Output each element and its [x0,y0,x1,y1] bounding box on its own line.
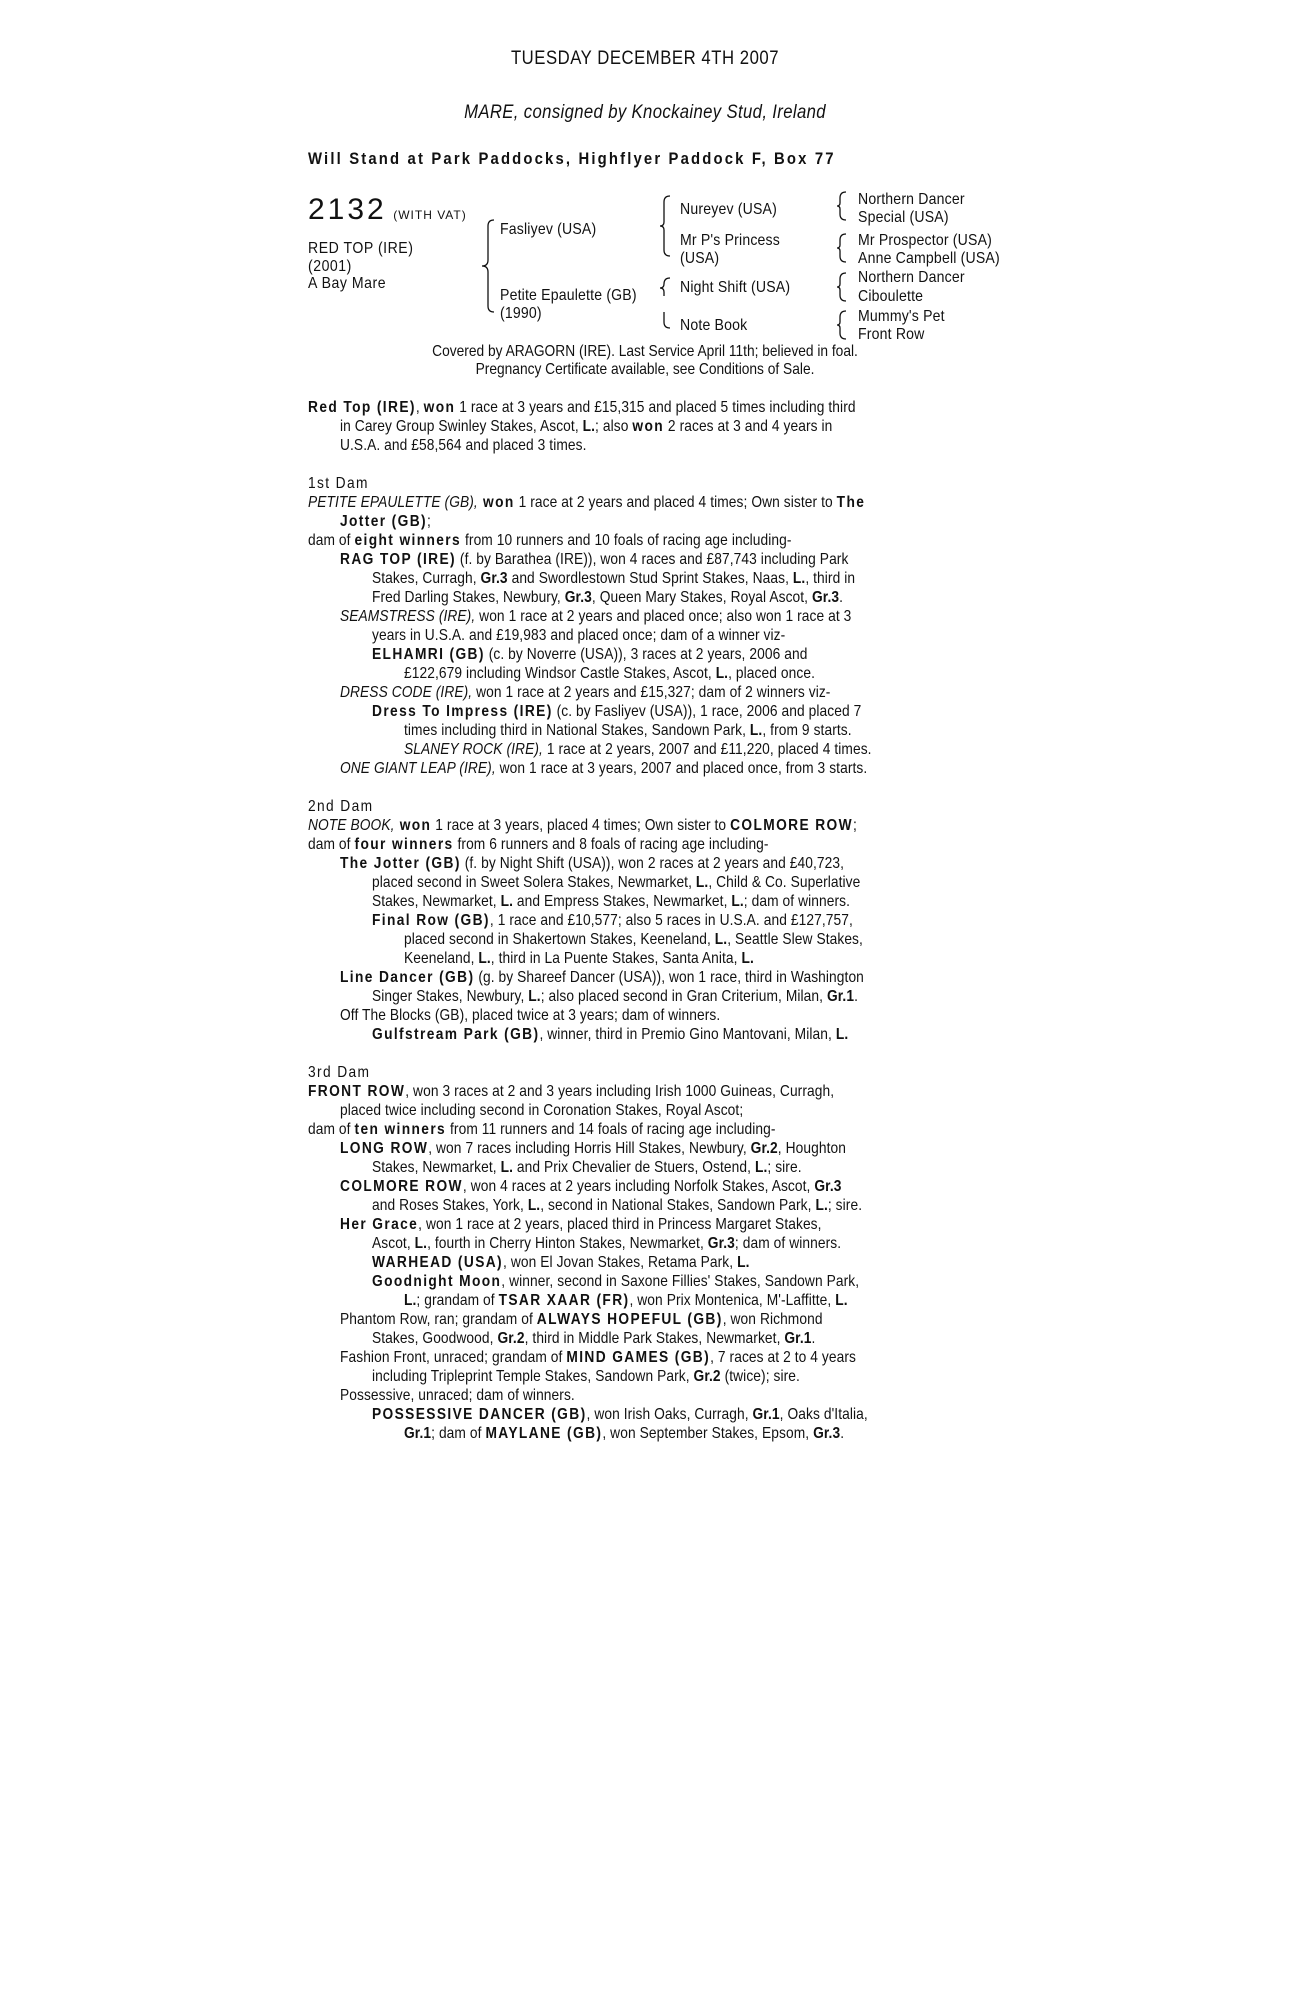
horse-description: A Bay Mare [308,275,387,292]
consignor-line: MARE, consigned by Knockainey Stud, Ireland [464,102,826,123]
third-dam-line-1 [308,1083,834,1101]
ped-gen3-sd: Special (USA) [858,209,949,226]
text: won 1 race at 2 years and £15,327; dam of 2 winners viz- [472,684,831,701]
dam-name: PETITE EPAULETTE (GB), [308,494,478,511]
third-dam-line-6 [340,1178,842,1196]
sale-date: TUESDAY DECEMBER 4TH 2007 [510,48,780,69]
bold-text: COLMORE ROW [340,1178,463,1195]
third-dam-line-5 [372,1159,802,1177]
group-mark: Gr.1 [784,1330,812,1347]
text: placed second in Sweet Solera Stakes, Newmarket, [372,874,696,891]
third-dam-line-17: Possessive, unraced; dam of winners. [340,1387,575,1404]
italic-name: DRESS CODE (IRE), [340,684,473,701]
won-bold: won [423,399,456,416]
third-dam-heading: 3rd Dam [308,1064,371,1081]
text: , 7 races at 2 to 4 years [710,1349,857,1366]
ped-gen3-5: Northern Dancer [858,269,965,286]
text: 2 races at 3 and 4 years in [664,418,833,435]
first-dam-line-3 [308,532,792,550]
text: , third in La Puente Stakes, Santa Anita, [490,950,742,967]
won-bold: won [477,494,515,511]
text: Stakes, Newmarket, [372,893,501,910]
listed-mark: L. [478,950,491,967]
brace-gen3-1 [837,192,846,220]
bold-text: ELHAMRI (GB) [372,646,485,663]
text: dam of [308,532,355,549]
first-dam-line-6 [372,589,843,607]
bold-text: Goodnight Moon [372,1273,502,1290]
group-mark: Gr.2 [497,1330,525,1347]
third-dam-line-10 [372,1254,749,1272]
listed-mark: L. [792,570,806,587]
brace-gen2-lower-bottom [664,312,670,328]
bold-text: Jotter (GB) [340,513,427,530]
listed-mark: L. [815,1197,828,1214]
winners-count: ten winners [354,1121,447,1138]
text: and Prix Chevalier de Stuers, Ostend, [512,1159,755,1176]
second-dam-line-3 [340,855,844,873]
text: ; sire. [767,1159,802,1176]
covered-note [90,343,1199,378]
text: , won September Stakes, Epsom, [602,1425,814,1442]
text: from 6 runners and 8 foals of racing age including- [453,836,769,853]
bold-text: Gulfstream Park (GB) [372,1026,540,1043]
listed-mark: L. [695,874,709,891]
text: Stakes, Newmarket, [372,1159,501,1176]
first-dam-line-9 [372,646,807,664]
third-dam-line-8 [340,1216,822,1234]
text: , won Prix Montenica, M'-Laffitte, [629,1292,836,1309]
group-mark: Gr.3 [812,589,840,606]
text: , from 9 starts. [762,722,852,739]
text: , won Irish Oaks, Curragh, [586,1406,753,1423]
second-dam-line-12 [372,1026,848,1044]
bold-text: POSSESSIVE DANCER (GB) [372,1406,587,1423]
covered-line-2: Pregnancy Certificate available, see Conditions of Sale. [475,360,815,378]
ped-sire: Fasliyev (USA) [500,221,597,238]
text: Singer Stakes, Newbury, [372,988,529,1005]
text: , Queen Mary Stakes, Royal Ascot, [591,589,813,606]
third-dam-line-19 [404,1425,844,1443]
second-dam-line-6 [372,912,853,930]
listed-mark: L. [715,665,729,682]
intro-line-2 [340,418,832,436]
bold-text: TSAR XAAR (FR) [498,1292,630,1309]
bold-text: MIND GAMES (GB) [566,1349,711,1366]
brace-gen3-4 [837,311,846,339]
third-dam-line-15 [340,1349,856,1367]
italic-name: SEAMSTRESS (IRE), [340,608,476,625]
listed-mark: L. [527,1197,541,1214]
group-mark: Gr.3 [480,570,508,587]
second-dam-line-8 [404,950,754,968]
text: won 1 race at 3 years, 2007 and placed once, from 3 starts. [495,760,868,777]
first-dam-line-14 [404,741,872,759]
first-dam-line-10 [404,665,815,683]
text: ; dam of [431,1425,486,1442]
second-dam-line-2 [308,836,769,854]
third-dam-line-2: placed twice including second in Coronation Stakes, Royal Ascot; [340,1102,744,1119]
brace-gen3-3 [837,273,846,301]
winners-count: eight winners [354,532,462,549]
text: , Houghton [777,1140,846,1157]
text: , 1 race and £10,577; also 5 races in U.S.A. and £127,757, [489,912,853,929]
text: ; sire. [827,1197,863,1214]
text: . [811,1330,816,1347]
text: £122,679 including Windsor Castle Stakes, Ascot, [404,665,716,682]
bold-text: MAYLANE (GB) [485,1425,603,1442]
bold-text: LONG ROW [340,1140,429,1157]
text: dam of [308,836,355,853]
listed-mark: L. [414,1235,428,1252]
ped-gen3-dd: Anne Campbell (USA) [858,250,1000,267]
listed-mark: L. [714,931,728,948]
won-bold: won [632,418,665,435]
listed-mark: L. [754,1159,768,1176]
ped-gen3-ds: Mr Prospector (USA) [858,232,993,249]
second-dam-line-9 [340,969,864,987]
ped-dam [500,287,637,322]
text: ; dam of winners. [743,893,851,910]
first-dam-line-5 [372,570,855,588]
text: Keeneland, [404,950,479,967]
winners-count: four winners [354,836,454,853]
text: won 1 race at 2 years and placed once; also won 1 race at 3 [475,608,852,625]
first-dam-heading: 1st Dam [308,475,369,492]
text: . [839,589,844,606]
listed-mark: L. [528,988,541,1005]
ped-gen3-ss: Northern Dancer [858,191,965,208]
bold-text: Final Row (GB) [372,912,490,929]
text: , won Richmond [722,1311,823,1328]
text: (f. by Barathea (IRE)), won 4 races and £87,743 including Park [456,551,849,568]
second-dam-line-4 [372,874,860,892]
won-bold: won [394,817,432,834]
group-mark: Gr.1 [826,988,855,1005]
listed-mark: L. [500,1159,513,1176]
text: from 10 runners and 10 foals of racing age including- [461,532,792,549]
text: ; grandam of [416,1292,499,1309]
ped-gen3-6: Ciboulette [858,288,924,305]
bold-text: COLMORE ROW [730,817,853,834]
second-dam-heading: 2nd Dam [308,798,374,815]
third-dam-line-9 [372,1235,841,1253]
text: 1 race at 3 years and £15,315 and placed 5 times including third [455,399,856,416]
text: dam of [308,1121,355,1138]
group-mark: Gr.3 [564,589,592,606]
text: ; dam of winners. [734,1235,842,1252]
text: , won 4 races at 2 years including Norfolk Stakes, Ascot, [462,1178,815,1195]
listed-mark: L. [741,950,754,967]
ped-dam-year: (1990) [500,304,542,322]
text: Fred Darling Stakes, Newbury, [372,589,565,606]
text: 1 race at 2 years and placed 4 times; Own sister to [514,494,837,511]
second-dam-line-10 [372,988,858,1006]
bold-text: ALWAYS HOPEFUL (GB) [536,1311,723,1328]
first-dam-line-13 [404,722,852,740]
ped-sire-sire: Nureyev (USA) [680,201,777,218]
covered-line-1: Covered by ARAGORN (IRE). Last Service April 11th; believed in foal. [432,343,858,360]
ped-sire-dam-1: Mr P's Princess [680,232,780,249]
bold-text: The Jotter (GB) [340,855,461,872]
listed-mark: L. [582,418,596,435]
third-dam-line-3 [308,1121,776,1139]
first-dam-line-2 [340,513,431,531]
text: ; also placed second in Gran Criterium, Milan, [540,988,827,1005]
text: 1 race at 3 years, placed 4 times; Own sister to [431,817,731,834]
first-dam-line-8: years in U.S.A. and £19,983 and placed once; dam of a winner viz- [372,627,786,644]
text: (c. by Noverre (USA)), 3 races at 2 years, 2006 and [484,646,808,663]
brace-gen2-lower-top [660,278,670,296]
pedigree-braces [0,0,1290,340]
text: (f. by Night Shift (USA)), won 2 races at 2 years and £40,723, [460,855,845,872]
bold-text: Dress To Impress (IRE) [372,703,553,720]
first-dam-line-7 [340,608,851,626]
brace-gen2-upper [660,196,670,256]
text: ; [426,513,431,530]
third-dam-line-7 [372,1197,862,1215]
intro-line-3: U.S.A. and £58,564 and placed 3 times. [340,437,587,454]
first-dam-line-12 [372,703,861,721]
text: , Oaks d'Italia, [779,1406,868,1423]
second-dam-line-1 [308,817,857,835]
horse-year: (2001) [308,257,352,275]
third-dam-line-14 [372,1330,815,1348]
text: . [840,1425,845,1442]
text: and Swordlestown Stud Sprint Stakes, Naas, [507,570,793,587]
first-dam-line-15 [340,760,867,778]
text: (c. by Fasliyev (USA)), 1 race, 2006 and placed 7 [552,703,862,720]
text: (twice); sire. [720,1368,800,1385]
text: , [415,399,424,416]
ped-dam-sire: Night Shift (USA) [680,279,791,296]
lot-number-value: 2132 [308,193,387,226]
text: , won 3 races at 2 and 3 years including Irish 1000 Guineas, Curragh, [405,1083,835,1100]
text: ; also [595,418,633,435]
third-dam-line-12 [404,1292,848,1310]
third-dam-line-16 [372,1368,800,1386]
italic-name: SLANEY ROCK (IRE), [404,741,543,758]
text: Phantom Row, ran; grandam of [340,1311,537,1328]
ped-gen3-8: Front Row [858,326,925,343]
ped-sire-dam [680,232,780,267]
text: (g. by Shareef Dancer (USA)), won 1 race, third in Washington [474,969,864,986]
group-mark: Gr.1 [404,1425,432,1442]
first-dam-line-4 [340,551,848,569]
text: Stakes, Goodwood, [372,1330,498,1347]
group-mark: Gr.2 [693,1368,721,1385]
third-dam-line-4 [340,1140,846,1158]
bold-text: RAG TOP (IRE) [340,551,457,568]
listed-mark: L. [749,722,763,739]
group-mark: Gr.3 [813,1425,841,1442]
text: , winner, second in Saxone Fillies' Stakes, Sandown Park, [501,1273,860,1290]
intro-line-1 [308,399,856,417]
brace-gen3-2 [837,234,846,262]
bold-text: Line Dancer (GB) [340,969,475,986]
text: , Child & Co. Superlative [708,874,861,891]
text: . [854,988,858,1005]
horse-name: RED TOP (IRE) [308,240,414,257]
text: times including third in National Stakes, Sandown Park, [404,722,750,739]
first-dam-line-1 [308,494,865,512]
listed-mark: L. [500,893,513,910]
text: , third in [805,570,856,587]
first-dam-line-11 [340,684,830,702]
italic-name: ONE GIANT LEAP (IRE), [340,760,496,777]
listed-mark: L. [835,1292,848,1309]
group-mark: Gr.3 [707,1235,735,1252]
text: , won 7 races including Horris Hill Stakes, Newbury, [428,1140,751,1157]
listed-mark: L. [835,1026,849,1043]
second-dam-line-11: Off The Blocks (GB), placed twice at 3 years; dam of winners. [340,1007,721,1024]
text: and Roses Stakes, York, [372,1197,528,1214]
bold-text: FRONT ROW [308,1083,406,1100]
bold-text: WARHEAD (USA) [372,1254,504,1271]
horse-name-bold: Red Top (IRE) [308,399,416,416]
text: , second in National Stakes, Sandown Park, [540,1197,816,1214]
ped-gen3-7: Mummy's Pet [858,308,945,325]
text: Fashion Front, unraced; grandam of [340,1349,567,1366]
text: ; [852,817,857,834]
ped-dam-dam: Note Book [680,317,748,334]
bold-text: The [836,494,866,511]
text: from 11 runners and 14 foals of racing age including- [446,1121,776,1138]
dam-name: NOTE BOOK, [308,817,395,834]
ped-dam-name: Petite Epaulette (GB) [500,287,637,304]
brace-gen1 [482,220,494,312]
text: , Seattle Slew Stakes, [727,931,863,948]
text: 1 race at 2 years, 2007 and £11,220, placed 4 times. [542,741,872,758]
stand-location: Will Stand at Park Paddocks, Highflyer Paddock F, Box 77 [308,150,836,168]
listed-mark: L. [737,1254,750,1271]
second-dam-line-7 [404,931,863,949]
text: , third in Middle Park Stakes, Newmarket, [524,1330,785,1347]
ped-sire-dam-2: (USA) [680,249,720,267]
text: placed second in Shakertown Stakes, Keeneland, [404,931,715,948]
text: Ascot, [372,1235,415,1252]
text: , placed once. [728,665,815,682]
text: including Tripleprint Temple Stakes, Sandown Park, [372,1368,694,1385]
listed-mark: L. [731,893,744,910]
third-dam-line-11 [372,1273,859,1291]
second-dam-line-5 [372,893,850,911]
third-dam-line-13 [340,1311,823,1329]
bold-text: Her Grace [340,1216,419,1233]
vat-note: (WITH VAT) [393,208,467,222]
text: , won El Jovan Stakes, Retama Park, [503,1254,738,1271]
text: in Carey Group Swinley Stakes, Ascot, [340,418,583,435]
text: , fourth in Cherry Hinton Stakes, Newmarket, [427,1235,708,1252]
group-mark: Gr.1 [752,1406,780,1423]
group-mark: Gr.2 [750,1140,778,1157]
listed-mark: L. [404,1292,417,1309]
text: , won 1 race at 2 years, placed third in Princess Margaret Stakes, [418,1216,822,1233]
text: Stakes, Curragh, [372,570,481,587]
group-mark: Gr.3 [814,1178,842,1195]
text: , winner, third in Premio Gino Mantovani, Milan, [539,1026,836,1043]
third-dam-line-18 [372,1406,868,1424]
text: and Empress Stakes, Newmarket, [512,893,732,910]
